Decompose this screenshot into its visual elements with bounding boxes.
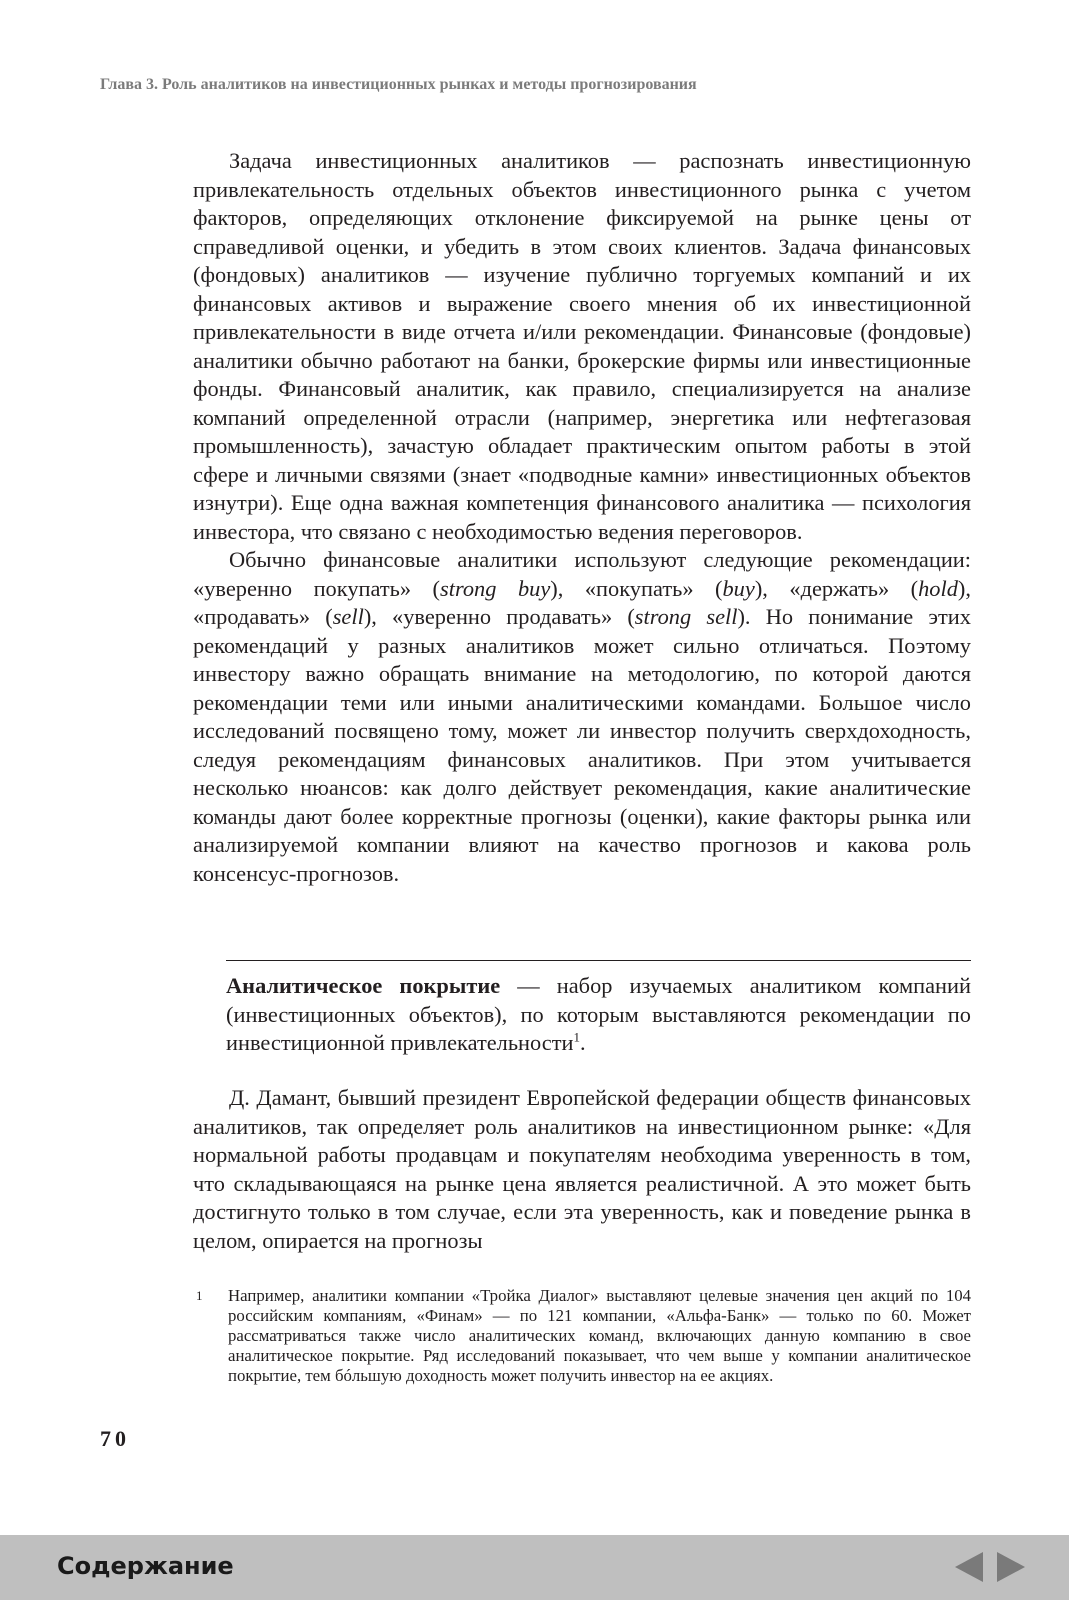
page-number: 70	[100, 1426, 130, 1451]
footnote	[196, 1286, 971, 1386]
navigation-bar	[0, 1535, 1069, 1600]
continuation-text-block	[193, 1084, 971, 1255]
paragraph-recommendations: Обычно финансовые аналитики используют следующие рекомендации: «уверенно покупать» (strong buy), «покупать» (buy), «держать» (hold), «продавать» (sell), «уверенно продавать» (strong sell). Но понимание этих рекомендаций у разных аналитиков может сильно отличаться. Поэтому инвестору важно обращать внимание на методологию, по которой даются рекомендации теми или иными аналитическими командами. Большое число исследований посвящено тому, может ли инвестор получить сверхдоходность, следуя рекомендациям финансовых аналитиков. При этом учитывается несколько нюансов: как долго действует рекомендация, какие аналитические команды дают более корректные прогнозы (оценки), какие факторы рынка или анализируемой компании влияют на качество прогнозов и какова роль консенсус-прогнозов.	[193, 547, 971, 886]
footnote-reference[interactable]: 1	[573, 1029, 581, 1045]
paragraph-damant-quote: Д. Дамант, бывший президент Европейской федерации обществ финансовых аналитиков, так определяет роль аналитиков на инвестиционном рынке: «Для нормальной работы продавцам и покупателям необходима уверенность в том, что складывающаяся на рынке цена является реалистичной. А это может быть достигнуто только в том случае, если эта уверенность, как и поведение рынка в целом, опирается на прогнозы	[193, 1085, 971, 1253]
footnote-number: 1	[196, 1288, 203, 1303]
paragraph-analyst-tasks: Задача инвестиционных аналитиков — распознать инвестиционную привлекательность отдельных объектов инвестиционного рынка с учетом факторов, определяющих отклонение фиксируемой на рынке цены от справедливой оценки, и убедить в этом своих клиентов. Задача финансовых (фондовых) аналитиков — изучение публично торгуемых компаний и их финансовых активов и выражение своего мнения об их инвестиционной привлекательности в виде отчета и/или рекомендации. Финансовые (фондовые) аналитики обычно работают на банки, брокерские фирмы или инвестиционные фонды. Финансовый аналитик, как правило, специализируется на анализе компаний определенной отрасли (например, энергетика или нефтегазовая промышленность), зачастую обладает практическим опытом работы в этой сфере и личными связями (знает «подводные камни» инвестиционных объектов изнутри). Еще одна важная компетенция финансового аналитика — психология инвестора, что связано с необходимостью ведения переговоров.	[193, 148, 971, 544]
definition-term: Аналитическое покрытие	[226, 973, 501, 998]
main-text-block	[193, 147, 971, 888]
footnote-text: Например, аналитики компании «Тройка Диалог» выставляют целевые значения цен акций по 104 российским компаниям, «Финам» — по 121 компании, «Альфа-Банк» — только по 60. Может рассматриваться также число аналитических команд, включающих данную компанию в свое аналитическое покрытие. Ряд исследований показывает, что чем выше у компании аналитическое покрытие, тем бóльшую доходность может получить инвестор на ее акциях.	[228, 1286, 971, 1385]
definition-box: Аналитическое покрытие — набор изучаемых аналитиком компаний (инвестиционных объектов), по которым выставляются рекомендации по инвестиционной привлекательности$^1$.	[226, 973, 971, 1055]
triangle-right-icon[interactable]	[995, 1551, 1027, 1583]
contents-link[interactable]: Содержание	[57, 1552, 234, 1580]
definition-divider	[226, 960, 971, 961]
definition-text: — набор изучаемых аналитиком компаний (инвестиционных объектов), по которым выставляются рекомендации по инвестиционной привлекательности	[226, 973, 971, 1055]
running-head: Глава 3. Роль аналитиков на инвестиционных рынках и методы прогнозирования	[100, 76, 697, 93]
triangle-left-icon[interactable]	[953, 1551, 985, 1583]
